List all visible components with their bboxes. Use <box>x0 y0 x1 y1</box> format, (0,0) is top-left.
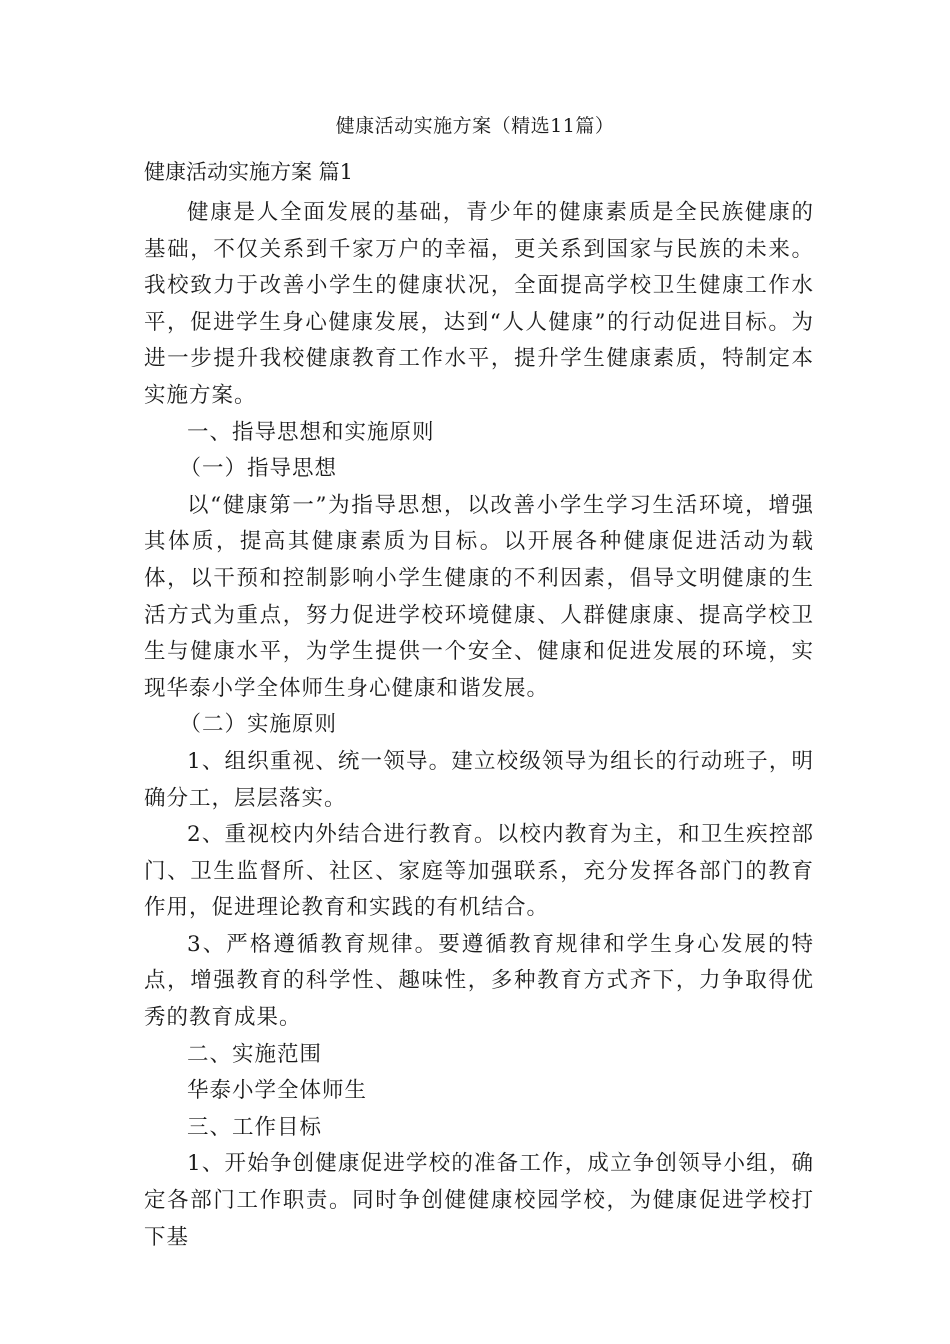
paragraph-principle-2: 2、重视校内外结合进行教育。以校内教育为主，和卫生疾控部门、卫生监督所、社区、家庭等加强联系，充分发挥各部门的教育作用，促进理论教育和实践的有机结合。 <box>144 822 814 921</box>
subheading-implementation-principles: （二）实施原则 <box>179 712 337 738</box>
heading-guiding-principles: 一、指导思想和实施原则 <box>187 419 435 445</box>
section-heading: 健康活动实施方案 篇1 <box>144 160 354 184</box>
heading-work-goals: 三、工作目标 <box>187 1114 323 1140</box>
paragraph-guiding-thought: 以“健康第一”为指导思想，以改善小学生学习生活环境，增强其体质，提高其健康素质为目标。以开展各种健康促进活动为载体，以干预和控制影响小学生健康的不利因素，倡导文明健康的生活方式为重点，努力促进学校环境健康、人群健康康、提高学校卫生与健康水平，为学生提供一个安全、健康和促进发展的环境，实现华泰小学全体师生身心健康和谐发展。 <box>144 492 814 701</box>
document-body <box>144 195 814 1256</box>
paragraph-principle-3: 3、严格遵循教育规律。要遵循教育规律和学生身心发展的特点，增强教育的科学性、趣味性，多种教育方式齐下，力争取得优秀的教育成果。 <box>144 931 814 1031</box>
subheading-guiding-thought: （一）指导思想 <box>179 456 337 482</box>
paragraph-principle-1: 1、组织重视、统一领导。建立校级领导为组长的行动班子，明确分工，层层落实。 <box>144 748 814 811</box>
paragraph-goal-1: 1、开始争创健康促进学校的准备工作，成立争创领导小组，确定各部门工作职责。同时争创健健康校园学校，为健康促进学校打下基 <box>144 1151 814 1250</box>
heading-scope: 二、实施范围 <box>187 1041 323 1067</box>
document-title: 健康活动实施方案（精选11篇） <box>335 115 615 137</box>
paragraph-intro: 健康是人全面发展的基础，青少年的健康素质是全民族健康的基础，不仅关系到千家万户的幸福，更关系到国家与民族的未来。我校致力于改善小学生的健康状况，全面提高学校卫生健康工作水平，促进学生身心健康发展，达到“人人健康”的行动促进目标。为进一步提升我校健康教育工作水平，提升学生健康素质，特制定本实施方案。 <box>144 200 814 408</box>
paragraph-scope: 华泰小学全体师生 <box>187 1078 368 1104</box>
